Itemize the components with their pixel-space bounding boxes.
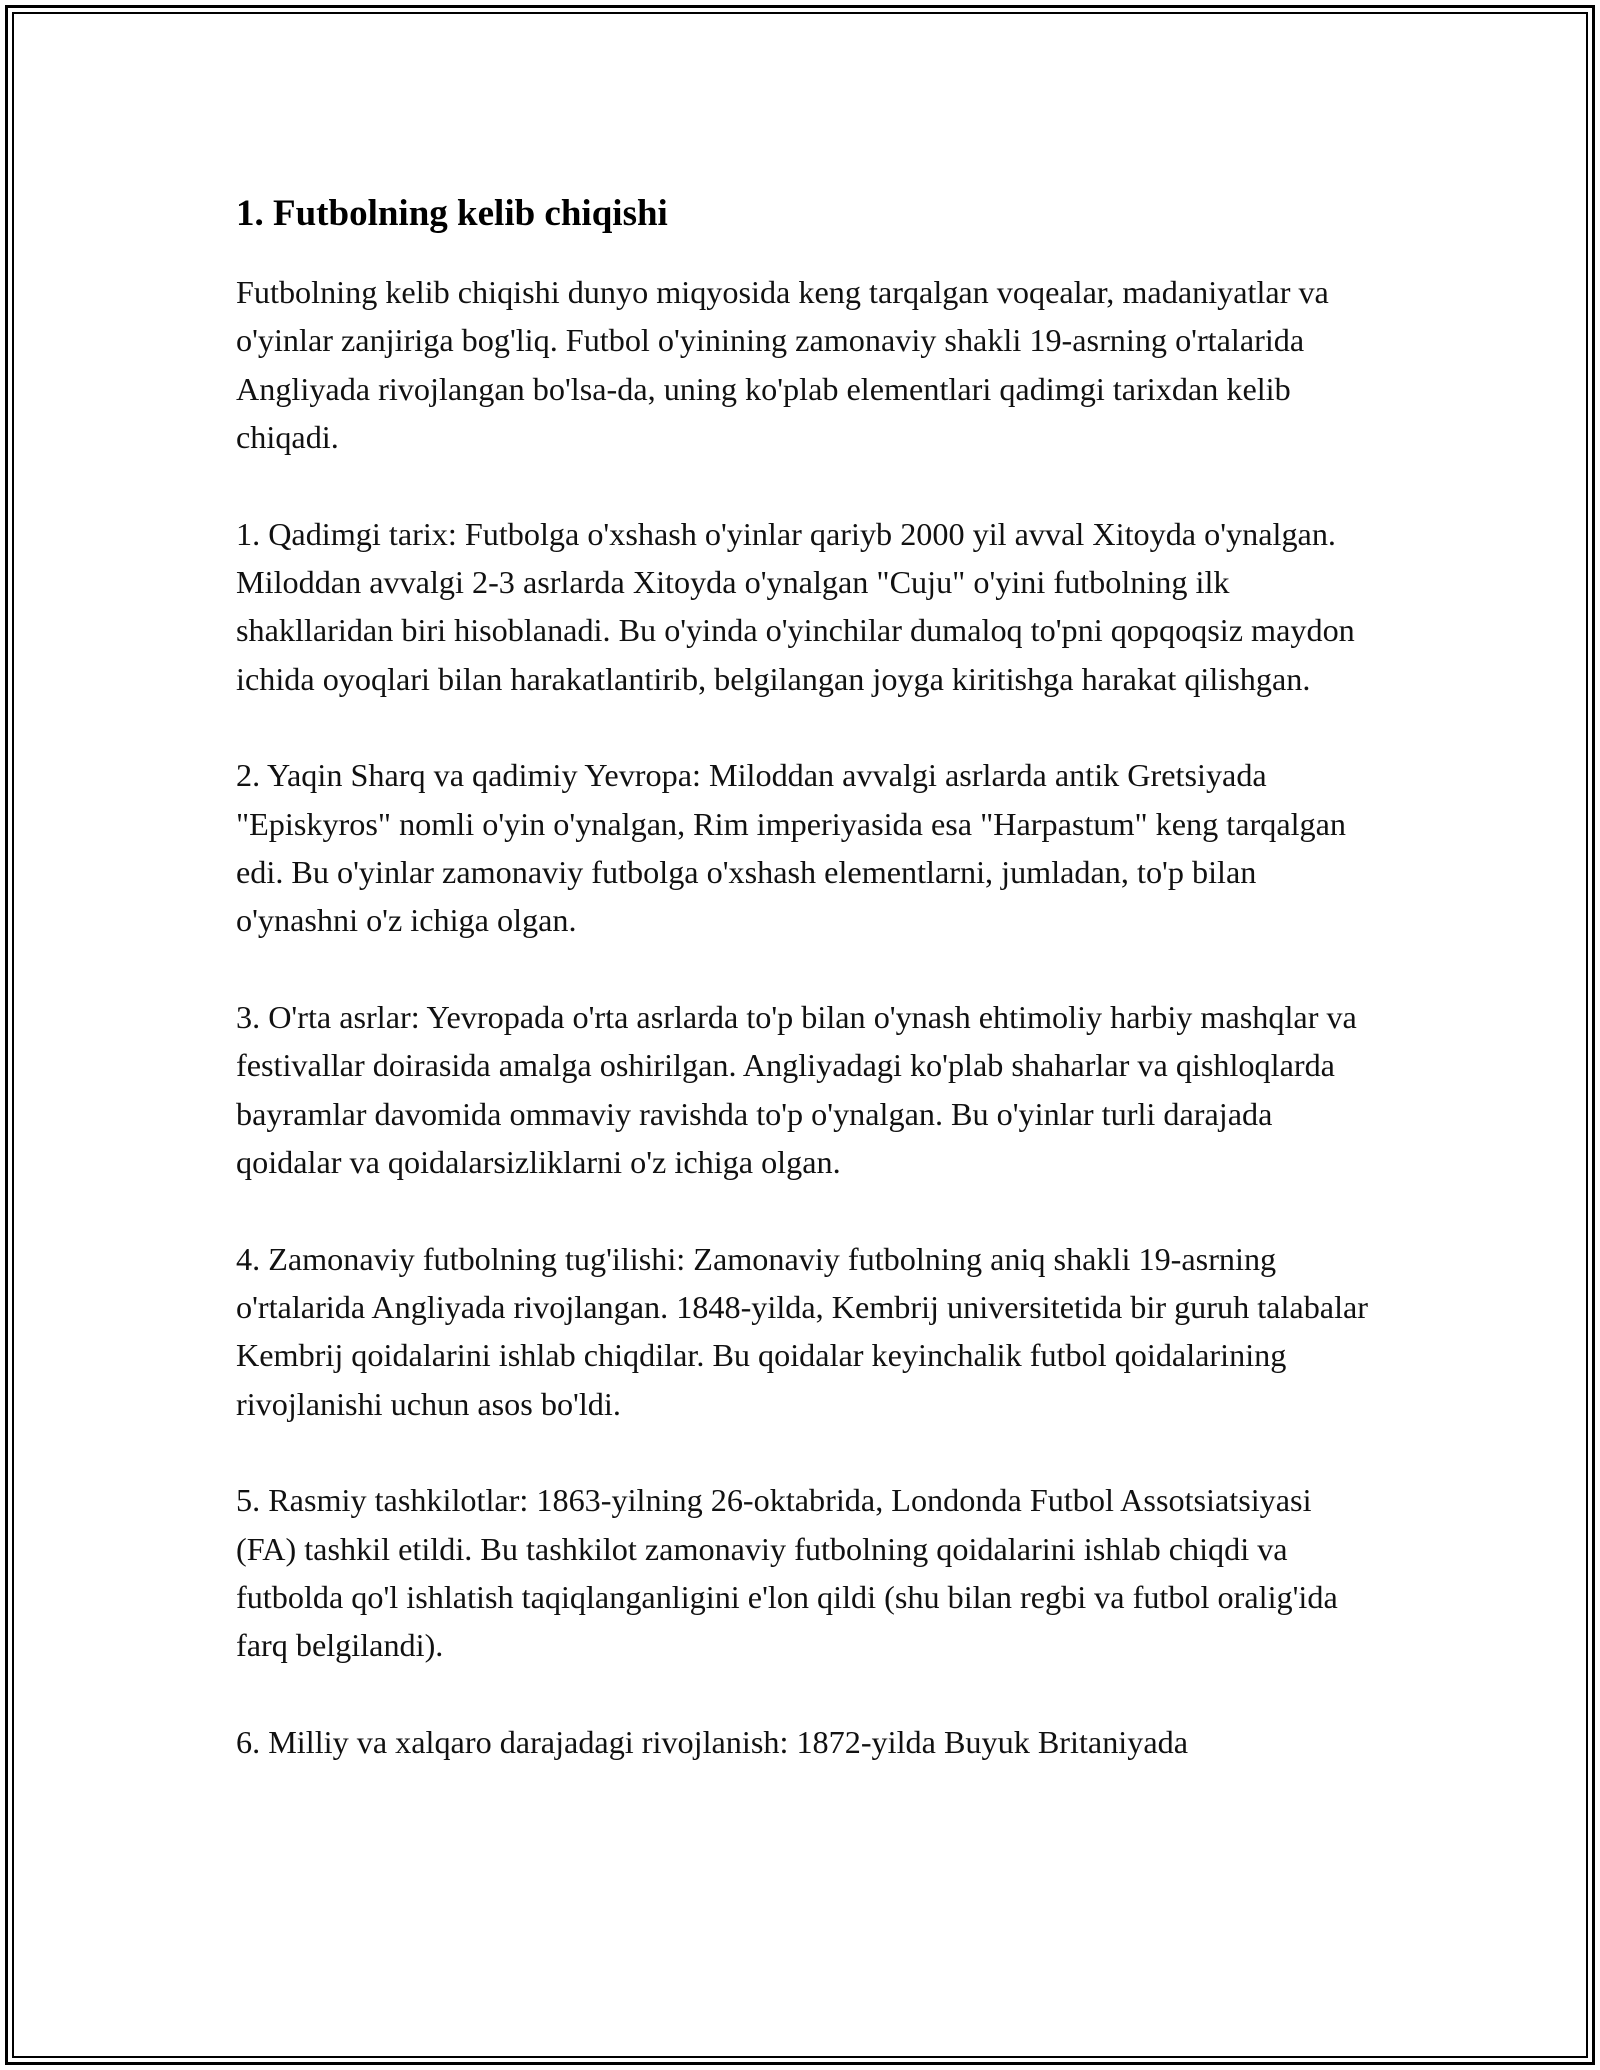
document-heading: 1. Futbolning kelib chiqishi [236,193,668,234]
paragraph-modern-football-birth: 4. Zamonaviy futbolning tug'ilishi: Zamonaviy futbolning aniq shakli 19-asrning o'rtalarida Angliyada rivojlangan. 1848-yilda, Kembrij universitetida bir guruh talabalar Kembrij qoidalarini ishlab chiqdilar. Bu qoidalar keyinchalik futbol qoidalarining rivojlanishi uchun asos bo'ldi. [236,1240,1369,1422]
document-body [236,186,1376,1814]
paragraph-near-east-europe: 2. Yaqin Sharq va qadimiy Yevropa: Miloddan avvalgi asrlarda antik Gretsiyada "Episkyros" nomli o'yin o'ynalgan, Rim imperiyasida esa "Harpastum" keng tarqalgan edi. Bu o'yinlar zamonaviy futbolga o'xshash elementlarni, jumladan, to'p bilan o'ynashni o'z ichiga olgan. [236,757,1347,939]
intro-paragraph: Futbolning kelib chiqishi dunyo miqyosida keng tarqalgan voqealar, madaniyatlar va o'yinlar zanjiriga bog'liq. Futbol o'yinining zamonaviy shakli 19-asrning o'rtalarida Angliyada rivojlangan bo'lsa-da, uning ko'plab elementlari qadimgi tarixdan kelib chiqadi. [236,274,1329,456]
paragraph-national-international: 6. Milliy va xalqaro darajadagi rivojlanish: 1872-yilda Buyuk Britaniyada [236,1723,1188,1760]
paragraph-ancient-history: 1. Qadimgi tarix: Futbolga o'xshash o'yinlar qariyb 2000 yil avval Xitoyda o'ynalgan. Miloddan avvalgi 2-3 asrlarda Xitoyda o'ynalgan "Cuju" o'yini futbolning ilk shakllaridan biri hisoblanadi. Bu o'yinda o'yinchilar dumaloq to'pni qopqoqsiz maydon ichida oyoqlari bilan harakatlantirib, belgilangan joyga kiritishga harakat qilishgan. [236,515,1355,697]
paragraph-middle-ages: 3. O'rta asrlar: Yevropada o'rta asrlarda to'p bilan o'ynash ehtimoliy harbiy mashqlar va festivallar doirasida amalga oshirilgan. Angliyadagi ko'plab shaharlar va qishloqlarda bayramlar davomida ommaviy ravishda to'p o'ynalgan. Bu o'yinlar turli darajada qoidalar va qoidalarsizliklarni o'z ichiga olgan. [236,998,1357,1181]
paragraph-official-organizations: 5. Rasmiy tashkilotlar: 1863-yilning 26-oktabrida, Londonda Futbol Assotsiatsiyasi (FA) tashkil etildi. Bu tashkilot zamonaviy futbolning qoidalarini ishlab chiqdi va futbolda qo'l ishlatish taqiqlanganligini e'lon qildi (shu bilan regbi va futbol oralig'ida farq belgilandi). [236,1482,1338,1664]
